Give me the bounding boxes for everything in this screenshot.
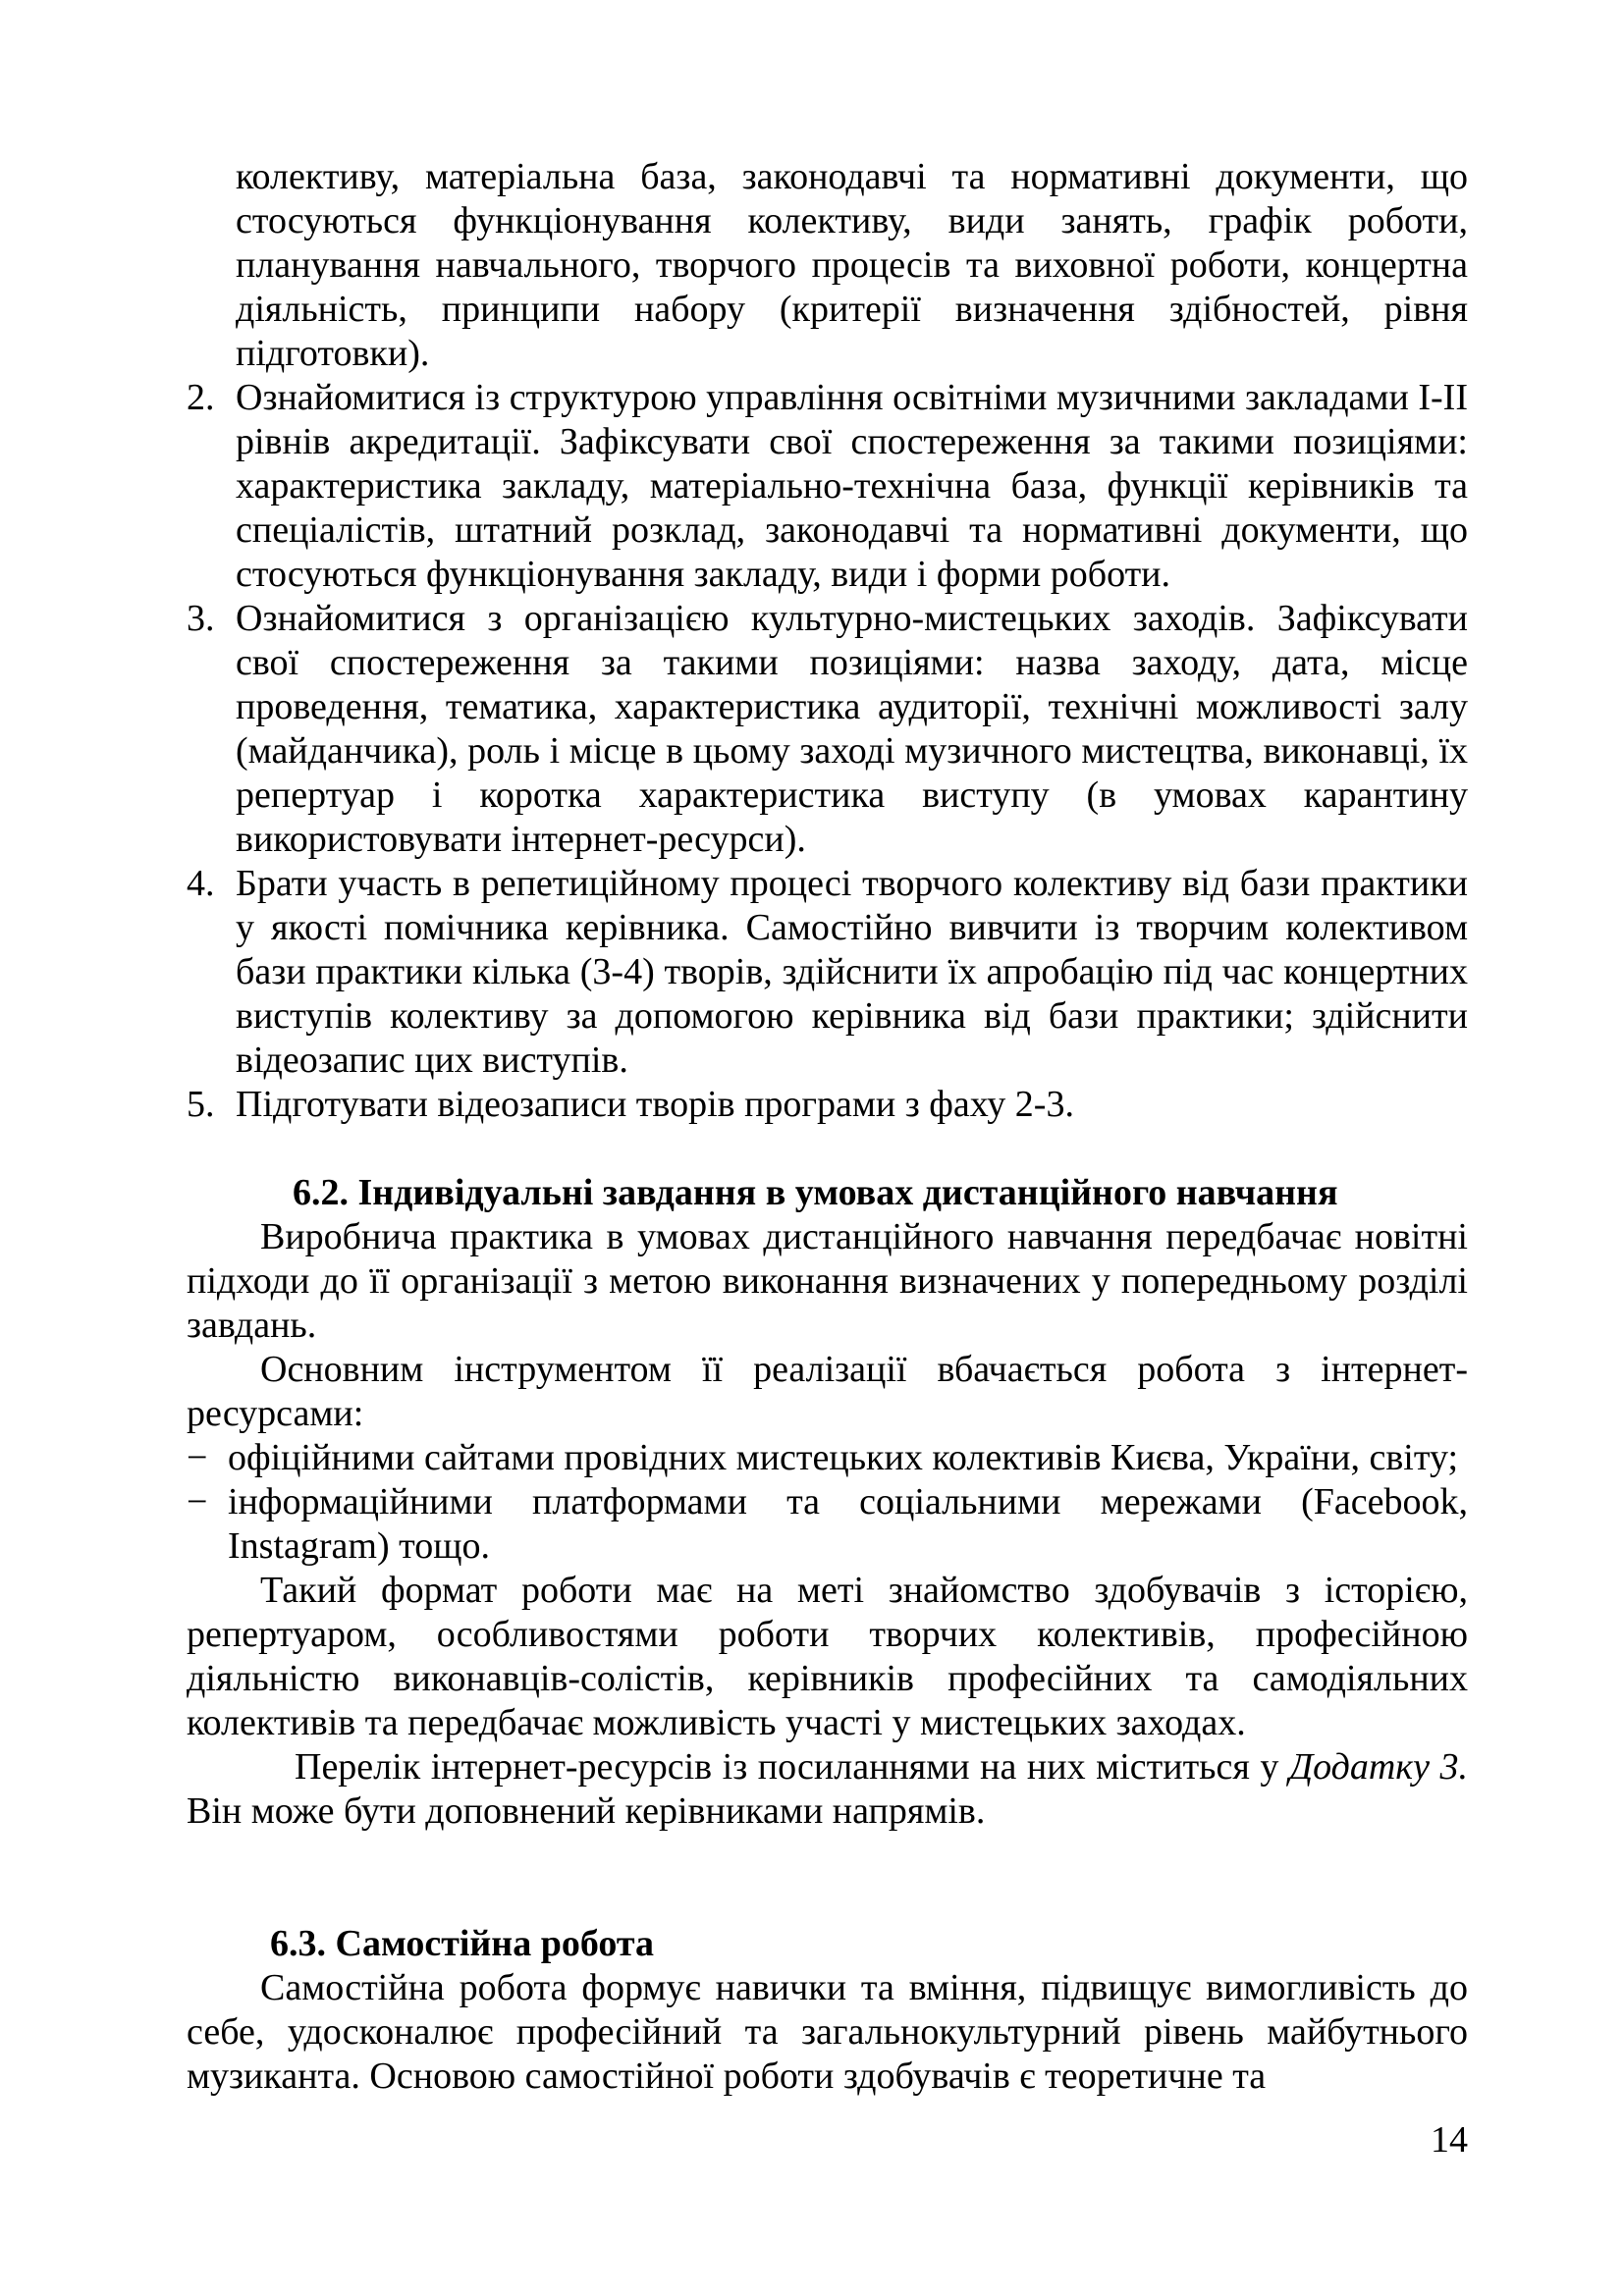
item-number: 2. (187, 377, 215, 418)
paragraph-62-4 (187, 1745, 1468, 1834)
dash-list-item-2 (187, 1480, 1468, 1569)
item-text: інформаційними платформами та соціальними мережами (Facebook, Instagram) тощо. (228, 1481, 1468, 1567)
item-number: 3. (187, 598, 215, 639)
paragraph-62-4-lead: Перелік інтернет-ресурсів із посиланнями на них міститься у (295, 1746, 1279, 1788)
dash-list-item-1 (187, 1436, 1468, 1480)
paragraph-item1-continuation: колективу, матеріальна база, законодавчі та нормативні документи, що стосуються функціонування колективу, види занять, графік роботи, планування навчального, творчого процесів та виховної роботи, концертна діяльність, принципи набору (критерії визначення здібностей, рівня підготовки). (236, 156, 1468, 374)
item-text: офіційними сайтами провідних мистецьких колективів Києва, України, світу; (228, 1437, 1458, 1478)
page-content (187, 155, 1468, 2099)
paragraph-62-1: Виробнича практика в умовах дистанційного навчання передбачає новітні підходи до її організації з метою виконання визначених у попередньому розділі завдань. (187, 1216, 1468, 1346)
numbered-item-2 (187, 376, 1468, 597)
paragraph-62-4-rest: Він може бути доповнений керівниками напрямів. (187, 1790, 986, 1832)
item-number: 4. (187, 863, 215, 904)
item-text: Ознайомитися з організацією культурно-мистецьких заходів. Зафіксувати свої спостереження за такими позиціями: назва заходу, дата, місце проведення, тематика, характеристика аудиторії, технічні можливості залу (майданчика), роль і місце в цьому заході музичного мистецтва, виконавці, їх репертуар і коротка характеристика виступу (в умовах карантину використовувати інтернет-ресурси). (236, 598, 1468, 860)
paragraph-62-3: Такий формат роботи має на меті знайомство здобувачів з історією, репертуаром, особливостями роботи творчих колективів, професійною діяльністю виконавців-солістів, керівників професійних та самодіяльних колективів та передбачає можливість участі у мистецьких заходах. (187, 1570, 1468, 1743)
page-number: 14 (1431, 2119, 1468, 2161)
paragraph-62-2: Основним інструментом її реалізації вбачається робота з інтернет-ресурсами: (187, 1349, 1468, 1434)
numbered-item-5 (187, 1083, 1468, 1127)
numbered-item-3 (187, 597, 1468, 862)
dash-marker: − (187, 1481, 208, 1522)
section-heading-6-3: 6.3. Самостійна робота (270, 1923, 654, 1964)
numbered-item-4 (187, 862, 1468, 1083)
item-text: Брати участь в репетиційному процесі творчого колективу від бази практики у якості помічника керівника. Самостійно вивчити із творчим колективом бази практики кілька (3-4) творів, здійснити їх апробацію під час концертних виступів колективу за допомогою керівника від бази практики; здійснити відеозапис цих виступів. (236, 863, 1468, 1081)
paragraph-63-1: Самостійна робота формує навички та вміння, підвищує вимогливість до себе, удосконалює професійний та загальнокультурний рівень майбутнього музиканта. Основою самостійної роботи здобувачів є теоретичне та (187, 1967, 1468, 2097)
section-heading-6-2: 6.2. Індивідуальні завдання в умовах дистанційного навчання (293, 1172, 1338, 1213)
item-number: 5. (187, 1084, 215, 1125)
item-text: Ознайомитися із структурою управління освітніми музичними закладами І-ІІ рівнів акредитації. Зафіксувати свої спостереження за такими позиціями: характеристика закладу, матеріально-технічна база, функції керівників та спеціалістів, штатний розклад, законодавчі та нормативні документи, що стосуються функціонування закладу, види і форми роботи. (236, 377, 1468, 595)
item-text: Підготувати відеозаписи творів програми з фаху 2-3. (236, 1084, 1074, 1125)
appendix-reference: Додатку 3. (1288, 1746, 1469, 1788)
dash-marker: − (187, 1437, 208, 1478)
